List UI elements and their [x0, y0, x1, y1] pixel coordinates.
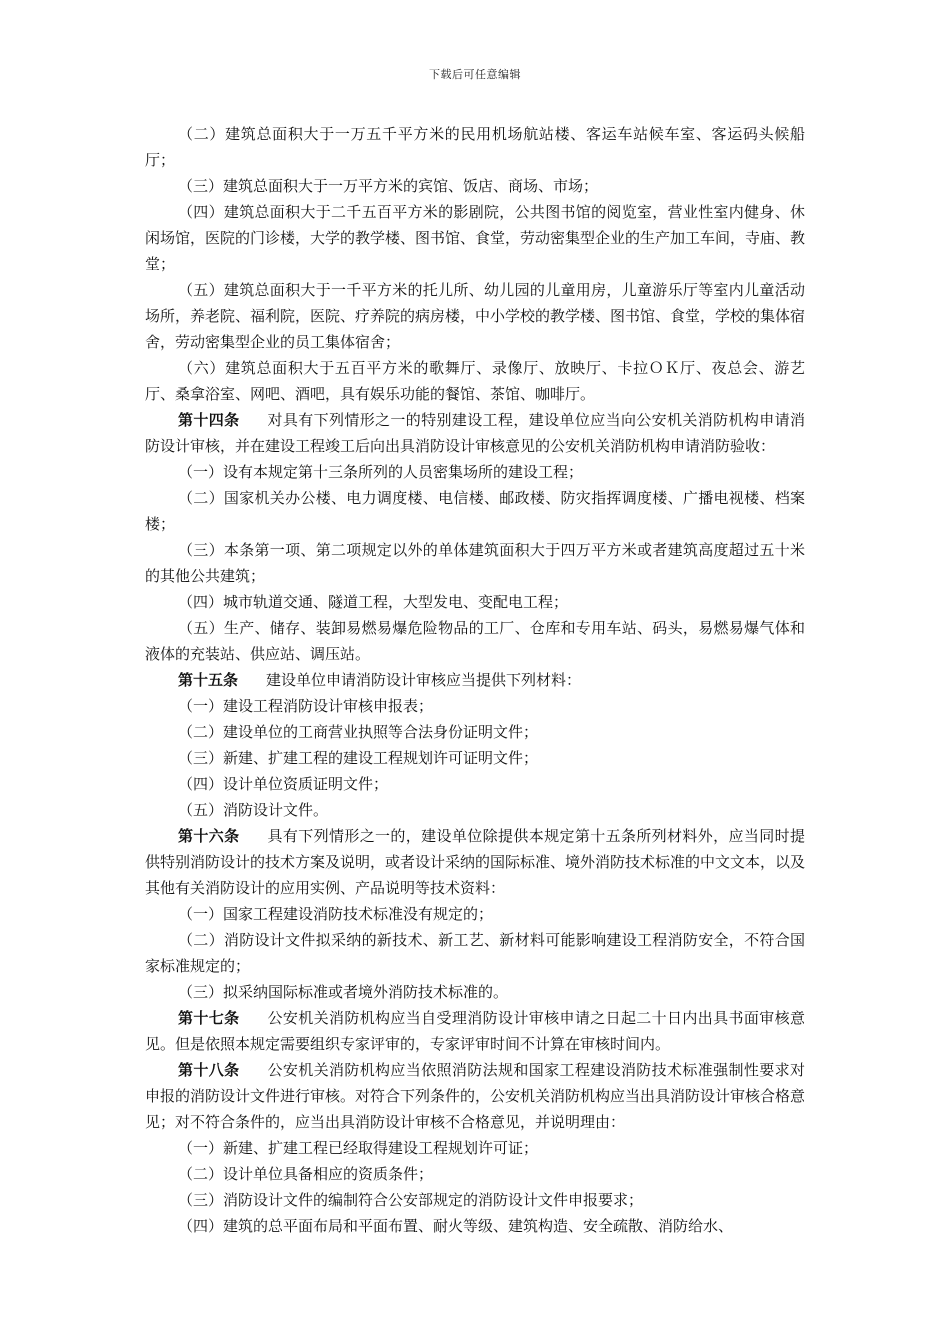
article-paragraph	[145, 667, 805, 693]
paragraph-text: （二）建设单位的工商营业执照等合法身份证明文件；	[178, 723, 539, 741]
article-paragraph	[145, 1005, 805, 1057]
paragraph-text: （二）消防设计文件拟采纳的新技术、新工艺、新材料可能影响建设工程消防安全，不符合国家标准规定的；	[145, 931, 805, 975]
clause-paragraph	[145, 537, 805, 589]
paragraph-text: （五）生产、储存、装卸易燃易爆危险物品的工厂、仓库和专用车站、码头，易燃易爆气体和液体的充装站、供应站、调压站。	[145, 619, 805, 663]
clause-paragraph	[145, 355, 805, 407]
paragraph-text: 公安机关消防机构应当依照消防法规和国家工程建设消防技术标准强制性要求对申报的消防设计文件进行审核。对符合下列条件的，公安机关消防机构应当出具消防设计审核合格意见；对不符合条件的，应当出具消防设计审核不合格意见，并说明理由：	[145, 1061, 806, 1131]
paragraph-text: （五）消防设计文件。	[178, 801, 329, 819]
document-body	[145, 121, 805, 1239]
paragraph-text: 具有下列情形之一的，建设单位除提供本规定第十五条所列材料外，应当同时提供特别消防设计的技术方案及说明，或者设计采纳的国际标准、境外消防技术标准的中文文本，以及其他有关消防设计的应用实例、产品说明等技术资料：	[145, 827, 806, 897]
paragraph-text: （三）消防设计文件的编制符合公安部规定的消防设计文件申报要求；	[178, 1191, 644, 1209]
clause-paragraph	[145, 1161, 805, 1187]
paragraph-text: （三）本条第一项、第二项规定以外的单体建筑面积大于四万平方米或者建筑高度超过五十米的其他公共建筑；	[145, 541, 805, 585]
paragraph-text: （一）新建、扩建工程已经取得建设工程规划许可证；	[178, 1139, 539, 1157]
page-header: 下载后可任意编辑	[429, 68, 521, 81]
article-number: 第十七条	[178, 1009, 240, 1027]
clause-paragraph	[145, 277, 805, 355]
clause-paragraph	[145, 927, 805, 979]
paragraph-text: （二）国家机关办公楼、电力调度楼、电信楼、邮政楼、防灾指挥调度楼、广播电视楼、档案楼；	[145, 489, 805, 533]
paragraph-text: （四）城市轨道交通、隧道工程，大型发电、变配电工程；	[178, 593, 569, 611]
clause-paragraph	[145, 121, 805, 173]
paragraph-text: （四）设计单位资质证明文件；	[178, 775, 389, 793]
clause-paragraph	[145, 771, 805, 797]
clause-paragraph	[145, 199, 805, 277]
paragraph-text: （四）建筑的总平面布局和平面布置、耐火等级、建筑构造、安全疏散、消防给水、	[178, 1217, 734, 1235]
article-number: 第十五条	[178, 671, 239, 689]
paragraph-text: （四）建筑总面积大于二千五百平方米的影剧院，公共图书馆的阅览室，营业性室内健身、休闲场馆，医院的门诊楼，大学的教学楼、图书馆、食堂，劳动密集型企业的生产加工车间，寺庙、教堂；	[145, 203, 806, 273]
paragraph-text: 公安机关消防机构应当自受理消防设计审核申请之日起二十日内出具书面审核意见。但是依照本规定需要组织专家评审的，专家评审时间不计算在审核时间内。	[145, 1009, 805, 1053]
clause-paragraph	[145, 797, 805, 823]
article-number: 第十四条	[178, 411, 240, 429]
paragraph-text: （三）拟采纳国际标准或者境外消防技术标准的。	[178, 983, 509, 1001]
clause-paragraph	[145, 1213, 805, 1239]
paragraph-text: （一）设有本规定第十三条所列的人员密集场所的建设工程；	[178, 463, 584, 481]
paragraph-text: （一）建设工程消防设计审核申报表；	[178, 697, 434, 715]
clause-paragraph	[145, 589, 805, 615]
paragraph-text: （二）设计单位具备相应的资质条件；	[178, 1165, 434, 1183]
clause-paragraph	[145, 979, 805, 1005]
paragraph-text: （五）建筑总面积大于一千平方米的托儿所、幼儿园的儿童用房，儿童游乐厅等室内儿童活动场所，养老院、福利院，医院、疗养院的病房楼，中小学校的教学楼、图书馆、食堂，学校的集体宿舍，劳动密集型企业的员工集体宿舍；	[145, 281, 806, 351]
paragraph-text: （六）建筑总面积大于五百平方米的歌舞厅、录像厅、放映厅、卡拉ＯＫ厅、夜总会、游艺厅、桑拿浴室、网吧、酒吧，具有娱乐功能的餐馆、茶馆、咖啡厅。	[145, 359, 805, 403]
clause-paragraph	[145, 901, 805, 927]
paragraph-text: （三）建筑总面积大于一万平方米的宾馆、饭店、商场、市场；	[178, 177, 599, 195]
clause-paragraph	[145, 1187, 805, 1213]
clause-paragraph	[145, 459, 805, 485]
clause-paragraph	[145, 615, 805, 667]
clause-paragraph	[145, 693, 805, 719]
clause-paragraph	[145, 719, 805, 745]
clause-paragraph	[145, 173, 805, 199]
paragraph-text: （二）建筑总面积大于一万五千平方米的民用机场航站楼、客运车站候车室、客运码头候船厅；	[145, 125, 805, 169]
clause-paragraph	[145, 1135, 805, 1161]
article-number: 第十六条	[178, 827, 240, 845]
paragraph-text: （一）国家工程建设消防技术标准没有规定的；	[178, 905, 494, 923]
clause-paragraph	[145, 485, 805, 537]
paragraph-text: （三）新建、扩建工程的建设工程规划许可证明文件；	[178, 749, 539, 767]
paragraph-text: 对具有下列情形之一的特别建设工程，建设单位应当向公安机关消防机构申请消防设计审核，并在建设工程竣工后向出具消防设计审核意见的公安机关消防机构申请消防验收：	[145, 411, 805, 455]
article-paragraph	[145, 1057, 805, 1135]
paragraph-text: 建设单位申请消防设计审核应当提供下列材料：	[266, 671, 582, 689]
article-paragraph	[145, 407, 805, 459]
article-paragraph	[145, 823, 805, 901]
article-number: 第十八条	[178, 1061, 240, 1079]
clause-paragraph	[145, 745, 805, 771]
